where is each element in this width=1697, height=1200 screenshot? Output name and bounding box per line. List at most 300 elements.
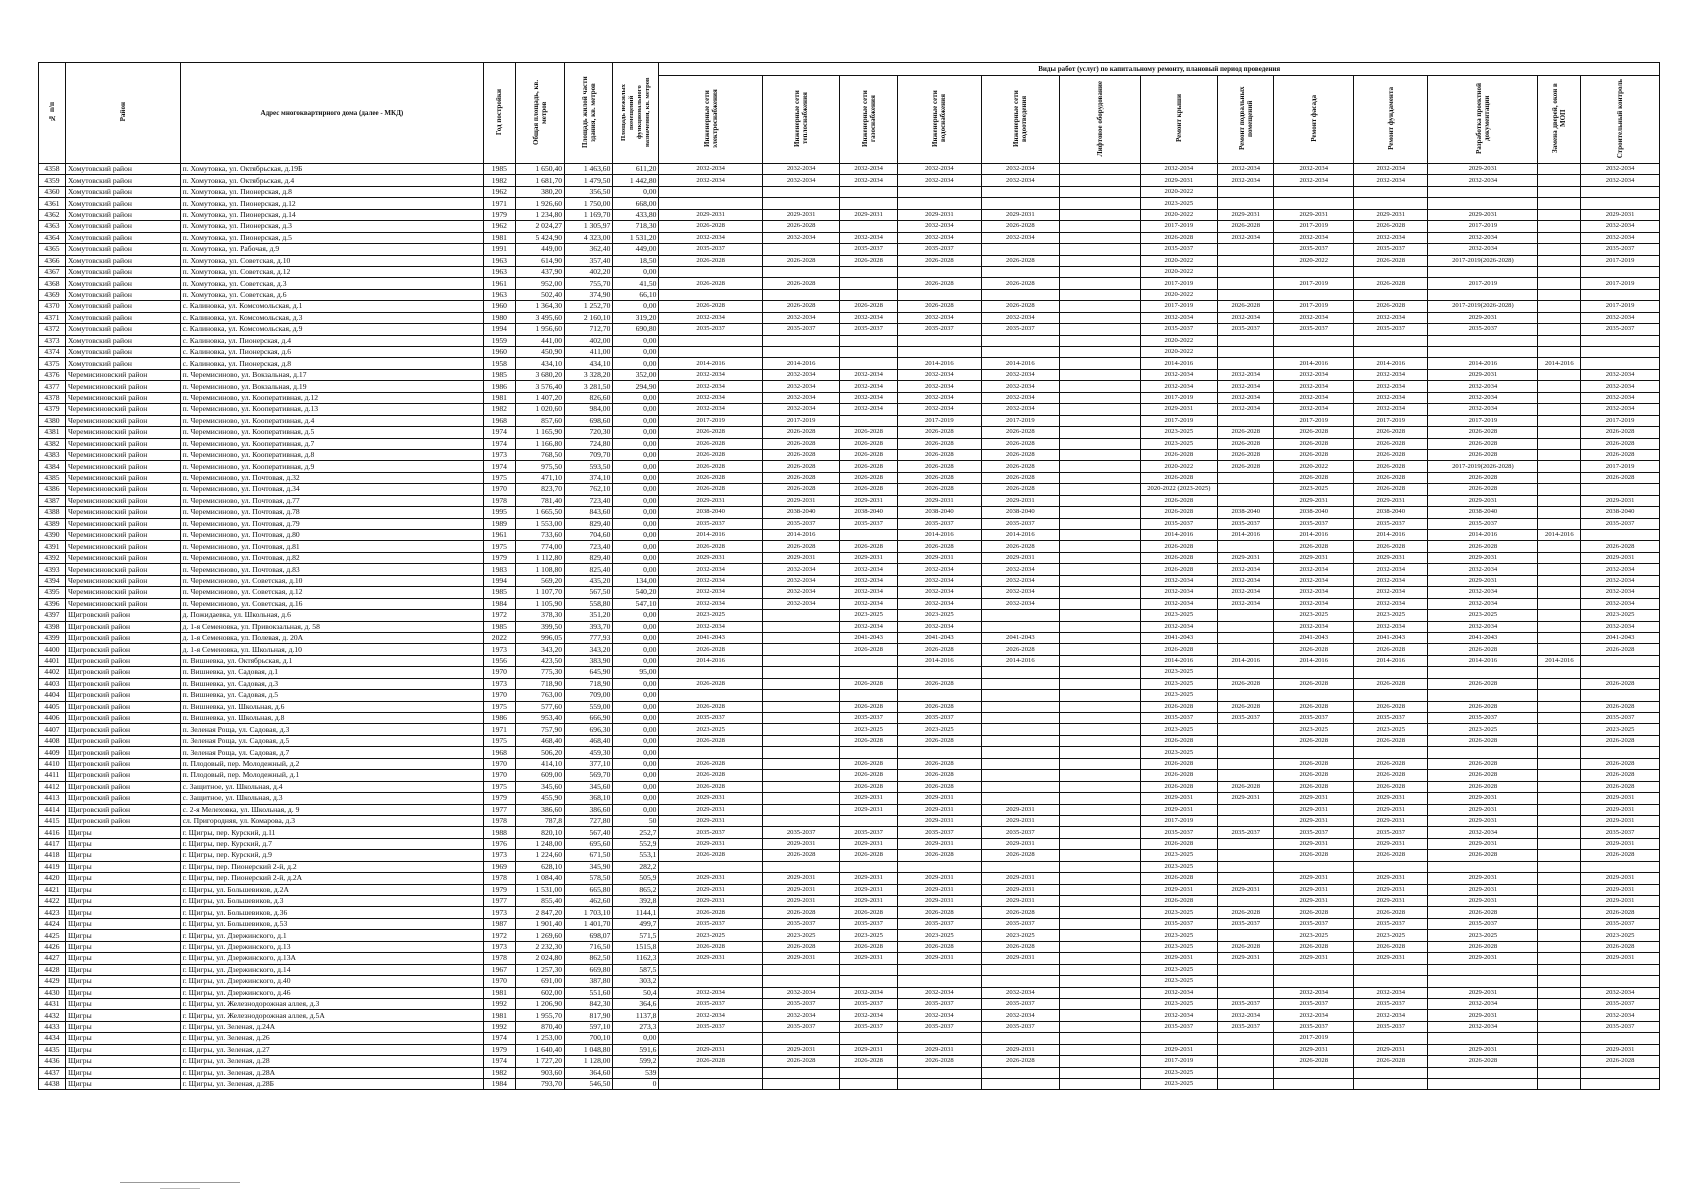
row-work-period: [659, 976, 762, 987]
row-work-period: 2026-2028: [762, 438, 840, 449]
row-total-area: 691,00: [515, 976, 564, 987]
row-work-period: 2035-2037: [1140, 1021, 1218, 1032]
row-work-period: [1218, 976, 1274, 987]
row-work-period: 2026-2028: [1354, 678, 1428, 689]
row-work-period: 2026-2028: [1140, 701, 1218, 712]
row-address: п. Плодовый, пер. Молодежный, д.1: [180, 770, 484, 781]
row-work-period: 2017-2019: [1274, 1033, 1354, 1044]
row-work-period: [1059, 850, 1140, 861]
row-work-period: [1538, 850, 1581, 861]
row-work-period: 2026-2028: [1274, 427, 1354, 438]
row-district: Черемисиновский район: [65, 404, 180, 415]
row-year: 1973: [484, 678, 515, 689]
row-total-area: 1 084,40: [515, 873, 564, 884]
row-number: 4391: [39, 541, 66, 552]
row-work-period: 2029-2031: [897, 793, 981, 804]
row-work-period: [982, 781, 1060, 792]
row-work-period: [982, 266, 1060, 277]
row-work-period: [762, 186, 840, 197]
row-work-period: [1218, 1033, 1274, 1044]
row-work-period: 2032-2034: [840, 404, 897, 415]
row-work-period: [840, 1079, 897, 1090]
row-address: с. 2-я Мелеховка, ул. Школьная, д. 9: [180, 804, 484, 815]
row-work-period: 2026-2028: [897, 941, 981, 952]
row-work-period: 2023-2025: [1140, 667, 1218, 678]
row-work-period: 2035-2037: [1274, 918, 1354, 929]
row-work-period: [1059, 358, 1140, 369]
row-district: Хомутовский район: [65, 198, 180, 209]
row-district: Щигровский район: [65, 758, 180, 769]
row-nonres-area: 0,00: [613, 1033, 659, 1044]
row-work-period: 2026-2028: [982, 941, 1060, 952]
row-year: 1974: [484, 438, 515, 449]
header-work-3: Инженерные сети водоснабжения: [897, 76, 981, 164]
row-work-period: [1274, 861, 1354, 872]
row-work-period: [982, 690, 1060, 701]
row-work-period: 2032-2034: [1354, 392, 1428, 403]
row-total-area: 1 269,60: [515, 930, 564, 941]
row-work-period: 2038-2040: [659, 507, 762, 518]
row-work-period: 2029-2031: [1274, 873, 1354, 884]
row-work-period: [1538, 186, 1581, 197]
row-work-period: 2032-2034: [1581, 221, 1660, 232]
row-work-period: 2029-2031: [1218, 793, 1274, 804]
row-work-period: [762, 244, 840, 255]
row-nonres-area: 0,00: [613, 621, 659, 632]
row-address: д. Пожидаевка, ул. Школьная, д.6: [180, 610, 484, 621]
row-work-period: 2023-2025: [1140, 724, 1218, 735]
row-work-period: 2017-2019: [1140, 1056, 1218, 1067]
row-total-area: 996,05: [515, 632, 564, 643]
row-district: Хомутовский район: [65, 221, 180, 232]
table-row: [39, 678, 1660, 689]
row-work-period: 2017-2019: [1428, 278, 1538, 289]
row-work-period: 2029-2031: [982, 873, 1060, 884]
row-work-period: 2032-2034: [982, 392, 1060, 403]
row-total-area: 733,60: [515, 530, 564, 541]
row-work-period: 2032-2034: [762, 312, 840, 323]
row-work-period: 2029-2031: [762, 896, 840, 907]
row-work-period: 2026-2028: [1140, 552, 1218, 563]
row-work-period: [1428, 198, 1538, 209]
table-row: [39, 232, 1660, 243]
row-work-period: [1538, 587, 1581, 598]
row-work-period: 2032-2034: [1274, 404, 1354, 415]
row-address: п. Вишневка, ул. Садовая, д.3: [180, 678, 484, 689]
row-work-period: 2014-2016: [1218, 655, 1274, 666]
row-work-period: [982, 347, 1060, 358]
row-work-period: [1218, 1067, 1274, 1078]
row-work-period: 2029-2031: [840, 884, 897, 895]
row-nonres-area: 599,2: [613, 1056, 659, 1067]
row-work-period: 2032-2034: [897, 404, 981, 415]
row-work-period: [1059, 804, 1140, 815]
table-row: [39, 827, 1660, 838]
row-work-period: 2026-2028: [1428, 678, 1538, 689]
row-work-period: [1538, 884, 1581, 895]
row-work-period: [1538, 896, 1581, 907]
row-work-period: 2026-2028: [897, 255, 981, 266]
row-work-period: [1538, 289, 1581, 300]
row-address: п. Хомутовка, ул. Советская, д.6: [180, 289, 484, 300]
row-work-period: 2035-2037: [1581, 713, 1660, 724]
row-work-period: 2032-2034: [1581, 392, 1660, 403]
row-work-period: [762, 815, 840, 826]
row-work-period: 2017-2019(2026-2028): [1428, 255, 1538, 266]
row-work-period: 2032-2034: [1274, 587, 1354, 598]
row-work-period: 2026-2028: [1274, 907, 1354, 918]
row-work-period: [982, 678, 1060, 689]
row-year: 1985: [484, 369, 515, 380]
row-number: 4382: [39, 438, 66, 449]
row-work-period: 2032-2034: [659, 232, 762, 243]
row-work-period: 2032-2034: [1581, 564, 1660, 575]
row-work-period: 2023-2025: [1274, 930, 1354, 941]
row-year: 1982: [484, 1067, 515, 1078]
row-work-period: 2026-2028: [840, 449, 897, 460]
row-work-period: 2032-2034: [1428, 598, 1538, 609]
row-total-area: 609,00: [515, 770, 564, 781]
row-number: 4358: [39, 164, 66, 175]
row-work-period: 2026-2028: [897, 472, 981, 483]
table-row: [39, 644, 1660, 655]
row-work-period: [1538, 564, 1581, 575]
row-district: Щигры: [65, 930, 180, 941]
row-living-area: 817,90: [565, 1010, 613, 1021]
table-row: [39, 472, 1660, 483]
row-number: 4420: [39, 873, 66, 884]
row-district: Черемисиновский район: [65, 484, 180, 495]
row-living-area: 1 128,00: [565, 1056, 613, 1067]
row-work-period: [1538, 369, 1581, 380]
row-work-period: [1218, 1056, 1274, 1067]
row-work-period: 2026-2028: [659, 1056, 762, 1067]
row-work-period: 2023-2025: [1140, 198, 1218, 209]
row-living-area: 825,40: [565, 564, 613, 575]
row-number: 4379: [39, 404, 66, 415]
row-work-period: [982, 289, 1060, 300]
row-address: п. Зеленая Роща, ул. Садовая, д.5: [180, 735, 484, 746]
table-row: [39, 575, 1660, 586]
row-work-period: 2026-2028: [1428, 449, 1538, 460]
row-work-period: [1538, 838, 1581, 849]
row-year: 1984: [484, 1079, 515, 1090]
row-work-period: 2026-2028: [659, 758, 762, 769]
row-total-area: 5 424,90: [515, 232, 564, 243]
row-work-period: 2032-2034: [840, 575, 897, 586]
row-address: с. Защитное, ул. Школьная, д.3: [180, 793, 484, 804]
row-work-period: 2014-2016: [1428, 530, 1538, 541]
row-work-period: [1059, 655, 1140, 666]
row-work-period: [1538, 1067, 1581, 1078]
row-work-period: [1538, 1033, 1581, 1044]
row-work-period: 2035-2037: [659, 518, 762, 529]
row-work-period: 2035-2037: [897, 918, 981, 929]
row-total-area: 450,90: [515, 347, 564, 358]
row-living-area: 842,30: [565, 998, 613, 1009]
row-address: п. Черемисиново, ул. Кооперативная, д.5: [180, 427, 484, 438]
row-work-period: 2038-2040: [897, 507, 981, 518]
row-work-period: 2035-2037: [1581, 827, 1660, 838]
row-work-period: 2026-2028: [897, 1056, 981, 1067]
row-living-area: 843,60: [565, 507, 613, 518]
row-address: п. Черемисиново, ул. Почтовая, д.32: [180, 472, 484, 483]
row-work-period: 2029-2031: [659, 953, 762, 964]
row-total-area: 1 107,70: [515, 587, 564, 598]
row-work-period: 2014-2016: [1354, 655, 1428, 666]
row-total-area: 953,40: [515, 713, 564, 724]
row-work-period: [1059, 541, 1140, 552]
row-work-period: [1059, 564, 1140, 575]
row-work-period: 2014-2016: [1428, 358, 1538, 369]
row-living-area: 695,60: [565, 838, 613, 849]
row-work-period: 2032-2034: [659, 598, 762, 609]
row-work-period: [1354, 335, 1428, 346]
row-number: 4404: [39, 690, 66, 701]
row-total-area: 823,70: [515, 484, 564, 495]
row-work-period: 2035-2037: [1274, 518, 1354, 529]
table-header: [39, 63, 1660, 164]
row-work-period: [762, 610, 840, 621]
row-work-period: 2026-2028: [659, 770, 762, 781]
row-living-area: 671,50: [565, 850, 613, 861]
row-district: Черемисиновский район: [65, 575, 180, 586]
row-work-period: 2017-2019: [897, 415, 981, 426]
row-work-period: 2026-2028: [1354, 438, 1428, 449]
row-number: 4385: [39, 472, 66, 483]
row-year: 1994: [484, 324, 515, 335]
row-work-period: 2029-2031: [1581, 209, 1660, 220]
row-work-period: 2023-2025: [1140, 427, 1218, 438]
row-number: 4419: [39, 861, 66, 872]
row-work-period: [1538, 747, 1581, 758]
row-total-area: 903,60: [515, 1067, 564, 1078]
row-work-period: 2026-2028: [1274, 472, 1354, 483]
row-total-area: 423,50: [515, 655, 564, 666]
row-district: Хомутовский район: [65, 186, 180, 197]
row-work-period: [1059, 747, 1140, 758]
table-row: [39, 735, 1660, 746]
row-work-period: 2032-2034: [659, 404, 762, 415]
row-work-period: 2026-2028: [840, 701, 897, 712]
row-work-period: 2032-2034: [1354, 987, 1428, 998]
table-row: [39, 1079, 1660, 1090]
row-nonres-area: 1137,8: [613, 1010, 659, 1021]
row-year: 1961: [484, 530, 515, 541]
row-work-period: 2014-2016: [1538, 530, 1581, 541]
row-work-period: 2029-2031: [1581, 896, 1660, 907]
row-work-period: [659, 747, 762, 758]
row-work-period: 2026-2028: [1218, 427, 1274, 438]
row-work-period: 2026-2028: [1140, 781, 1218, 792]
row-living-area: 718,90: [565, 678, 613, 689]
row-work-period: 2026-2028: [1354, 781, 1428, 792]
row-total-area: 1 112,80: [515, 552, 564, 563]
row-year: 1975: [484, 735, 515, 746]
row-work-period: 2029-2031: [762, 495, 840, 506]
row-work-period: 2026-2028: [897, 850, 981, 861]
row-work-period: [1059, 1044, 1140, 1055]
row-work-period: 2032-2034: [840, 381, 897, 392]
row-work-period: [1059, 918, 1140, 929]
row-work-period: [1538, 392, 1581, 403]
row-work-period: 2017-2019: [1140, 278, 1218, 289]
row-number: 4433: [39, 1021, 66, 1032]
row-district: Черемисиновский район: [65, 507, 180, 518]
row-work-period: [762, 335, 840, 346]
row-work-period: [762, 1033, 840, 1044]
row-work-period: 2035-2037: [840, 713, 897, 724]
row-work-period: [1218, 667, 1274, 678]
row-work-period: [1059, 221, 1140, 232]
row-work-period: [1059, 884, 1140, 895]
row-work-period: [1059, 701, 1140, 712]
row-address: п. Черемисиново, ул. Вокзальная, д.17: [180, 369, 484, 380]
row-number: 4392: [39, 552, 66, 563]
row-work-period: 2035-2037: [1140, 827, 1218, 838]
row-work-period: 2032-2034: [1428, 244, 1538, 255]
row-work-period: [982, 976, 1060, 987]
row-work-period: [1538, 301, 1581, 312]
table-row: [39, 781, 1660, 792]
row-work-period: 2020-2022: [1140, 255, 1218, 266]
header-work-12: Строительный контроль: [1581, 76, 1660, 164]
row-work-period: [1538, 632, 1581, 643]
row-work-period: 2029-2031: [1354, 495, 1428, 506]
row-work-period: 2035-2037: [1218, 918, 1274, 929]
row-work-period: 2026-2028: [1354, 850, 1428, 861]
row-work-period: [1581, 530, 1660, 541]
row-work-period: [840, 667, 897, 678]
row-work-period: [1538, 724, 1581, 735]
row-work-period: 2029-2031: [659, 495, 762, 506]
header-works-group: Виды работ (услуг) по капитальному ремонту, плановый период проведения: [659, 63, 1660, 76]
row-work-period: [982, 198, 1060, 209]
row-work-period: 2032-2034: [1218, 564, 1274, 575]
row-work-period: 2029-2031: [1428, 209, 1538, 220]
row-address: п. Вишневка, ул. Садовая, д.1: [180, 667, 484, 678]
row-total-area: 471,10: [515, 472, 564, 483]
row-nonres-area: 0,00: [613, 415, 659, 426]
table-row: [39, 1056, 1660, 1067]
row-work-period: 2029-2031: [762, 884, 840, 895]
row-work-period: 2032-2034: [1274, 392, 1354, 403]
row-work-period: [1274, 266, 1354, 277]
row-work-period: 2035-2037: [897, 827, 981, 838]
table-row: [39, 713, 1660, 724]
row-address: п. Хомутовка, ул. Пионерская, д.8: [180, 186, 484, 197]
table-row: [39, 1044, 1660, 1055]
row-work-period: [1538, 575, 1581, 586]
row-work-period: 2035-2037: [897, 244, 981, 255]
row-work-period: 2026-2028: [762, 850, 840, 861]
row-total-area: 870,40: [515, 1021, 564, 1032]
row-work-period: 2026-2028: [897, 644, 981, 655]
row-district: Щигровский район: [65, 610, 180, 621]
row-work-period: 2023-2025: [1140, 976, 1218, 987]
row-living-area: 712,70: [565, 324, 613, 335]
row-work-period: 2026-2028: [1354, 484, 1428, 495]
row-work-period: 2026-2028: [1274, 644, 1354, 655]
row-work-period: 2029-2031: [840, 953, 897, 964]
row-work-period: [1059, 301, 1140, 312]
row-work-period: 2023-2025: [1140, 610, 1218, 621]
row-year: 1975: [484, 472, 515, 483]
row-living-area: 362,40: [565, 244, 613, 255]
row-living-area: 669,80: [565, 964, 613, 975]
row-work-period: [897, 1033, 981, 1044]
row-work-period: 2032-2034: [1581, 369, 1660, 380]
header-work-9: Ремонт фундамента: [1354, 76, 1428, 164]
row-work-period: 2029-2031: [840, 209, 897, 220]
row-work-period: 2026-2028: [762, 449, 840, 460]
row-work-period: [1581, 976, 1660, 987]
row-work-period: [1059, 781, 1140, 792]
row-work-period: [1428, 1067, 1538, 1078]
row-work-period: 2029-2031: [1581, 793, 1660, 804]
row-number: 4394: [39, 575, 66, 586]
row-work-period: 2041-2043: [897, 632, 981, 643]
row-year: 1973: [484, 644, 515, 655]
row-number: 4364: [39, 232, 66, 243]
row-work-period: 2032-2034: [982, 598, 1060, 609]
row-number: 4430: [39, 987, 66, 998]
row-year: 1973: [484, 907, 515, 918]
row-work-period: [659, 266, 762, 277]
row-nonres-area: 690,80: [613, 324, 659, 335]
row-district: Хомутовский район: [65, 312, 180, 323]
row-address: п. Хомутовка, ул. Пионерская, д.12: [180, 198, 484, 209]
row-living-area: 727,80: [565, 815, 613, 826]
row-work-period: 2035-2037: [1140, 518, 1218, 529]
row-work-period: 2029-2031: [840, 552, 897, 563]
row-work-period: 2035-2037: [1218, 1021, 1274, 1032]
row-work-period: [1538, 941, 1581, 952]
row-nonres-area: 319,20: [613, 312, 659, 323]
row-total-area: 1 206,90: [515, 998, 564, 1009]
row-work-period: 2032-2034: [1218, 392, 1274, 403]
row-work-period: 2020-2022: [1274, 461, 1354, 472]
row-work-period: 2029-2031: [1354, 209, 1428, 220]
row-work-period: [1354, 347, 1428, 358]
row-total-area: 378,30: [515, 610, 564, 621]
row-work-period: [1218, 747, 1274, 758]
row-number: 4368: [39, 278, 66, 289]
row-work-period: 2020-2022: [1140, 289, 1218, 300]
table-row: [39, 541, 1660, 552]
row-work-period: [1059, 678, 1140, 689]
row-work-period: 2026-2028: [1274, 770, 1354, 781]
row-work-period: 2026-2028: [840, 781, 897, 792]
row-work-period: 2035-2037: [982, 998, 1060, 1009]
row-year: 1970: [484, 758, 515, 769]
row-work-period: 2026-2028: [1581, 941, 1660, 952]
row-work-period: [1218, 861, 1274, 872]
row-work-period: [659, 690, 762, 701]
row-work-period: 2032-2034: [1140, 987, 1218, 998]
row-work-period: 2029-2031: [1428, 164, 1538, 175]
row-living-area: 720,30: [565, 427, 613, 438]
row-work-period: 2026-2028: [1581, 678, 1660, 689]
row-work-period: 2035-2037: [659, 324, 762, 335]
row-work-period: 2026-2028: [1274, 1056, 1354, 1067]
row-total-area: 1 364,30: [515, 301, 564, 312]
row-district: Щигровский район: [65, 724, 180, 735]
row-nonres-area: 0,00: [613, 690, 659, 701]
row-total-area: 602,00: [515, 987, 564, 998]
row-living-area: 1 703,10: [565, 907, 613, 918]
row-work-period: 2014-2016: [659, 530, 762, 541]
